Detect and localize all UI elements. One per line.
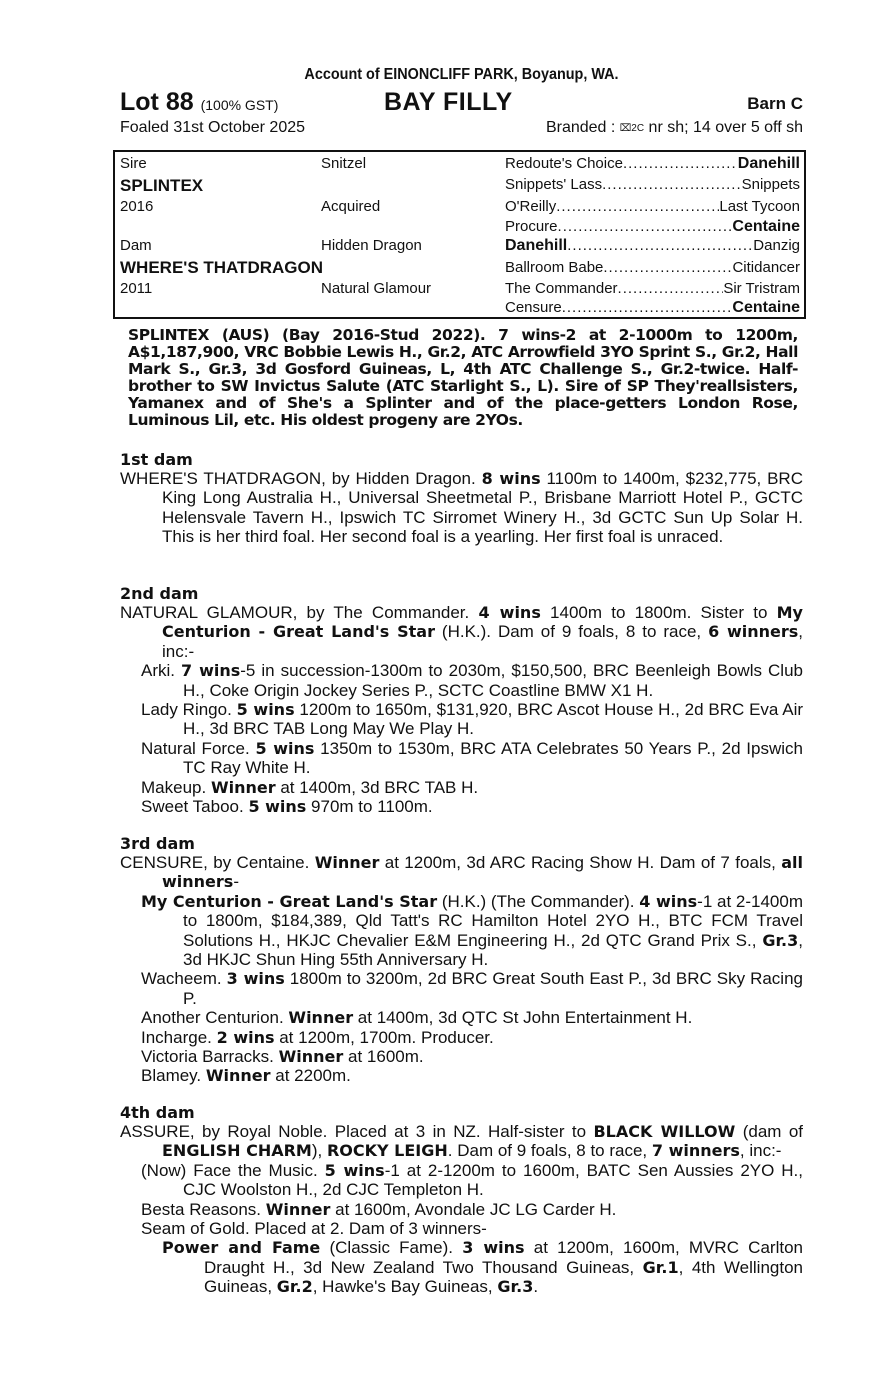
black-type-text: Gr.2 bbox=[276, 1277, 313, 1297]
black-type-text: 5 wins bbox=[324, 1160, 385, 1180]
entry-text: 1100m to 1400m, $232,775, BRC King Long Australia H., Universal Sheetmetal P., Brisbane Marriott Hotel P., GCTC Helensvale Tavern H., Ipswich TC Sirromet Winery H., 3d GCTC Sun Up Solar H. This is her third foal. Her second foal is a yearling. Her first foal is unraced. bbox=[162, 469, 803, 547]
progeny-entry bbox=[120, 1238, 803, 1296]
entry-text: at 1600m. bbox=[343, 1047, 424, 1067]
lot-line bbox=[120, 88, 803, 118]
pedigree-gen4-name: Danehill bbox=[737, 155, 800, 172]
dam-section-title: 2nd dam bbox=[120, 584, 199, 603]
pedigree-table bbox=[113, 150, 806, 319]
black-type-text: ROCKY LEIGH bbox=[326, 1141, 448, 1161]
sire-label: Sire bbox=[120, 155, 147, 172]
entry-text: , inc:- bbox=[739, 1141, 782, 1161]
entry-text: Victoria Barracks. bbox=[141, 1047, 279, 1067]
dam-label: Dam bbox=[120, 237, 152, 254]
entry-text: , Hawke's Bay Guineas, bbox=[312, 1277, 498, 1297]
entry-text: Another Centurion. bbox=[141, 1008, 289, 1028]
progeny-entry bbox=[120, 1066, 803, 1085]
entry-text: at 1200m, 1600m, MVRC Carlton Draught H., 3d New Zealand Two Thousand Guineas, bbox=[204, 1238, 803, 1277]
entry-text: (Now) Face the Music. bbox=[141, 1160, 325, 1180]
progeny-entry bbox=[120, 797, 803, 816]
barn-location: Barn C bbox=[747, 94, 803, 113]
pedigree-gen3-name: Procure bbox=[505, 218, 558, 235]
black-type-text: 4 wins bbox=[639, 891, 698, 911]
pedigree-gen3-row bbox=[505, 198, 800, 215]
black-type-text: Winner bbox=[210, 777, 276, 797]
entry-text: ASSURE, by Royal Noble. Placed at 3 in NZ. Half-sister to bbox=[120, 1122, 594, 1141]
vendor-account: Account of EINONCLIFF PARK, Boyanup, WA. bbox=[304, 66, 619, 83]
sire-year: 2016 bbox=[120, 198, 154, 215]
dam-section bbox=[120, 834, 803, 1086]
black-type-text: BLACK WILLOW bbox=[593, 1122, 736, 1141]
pedigree-gen4-name: Snippets bbox=[741, 176, 800, 193]
sire-summary: SPLINTEX (AUS) (Bay 2016-Stud 2022). 7 wins-2 at 2-1000m to 1200m, A$1,187,900, VRC Bobbie Lewis H., Gr.2, ATC Arrowfield 3YO Sprint S., Gr.2, Hall Mark S., Gr.3, 3d Gosford Guineas, L, 4th ATC Challenge S., Gr.2-twice. Half-brother to SW Invictus Salute (ATC Starlight S., L). Sire of SP They'reallsisters, Yamanex and of She's a Splinter and of the place-getters London Rose, Luminous Lil, etc. His oldest progeny are 2YOs. bbox=[128, 326, 798, 429]
black-type-text: Gr.3 bbox=[497, 1277, 534, 1297]
pedigree-gen3-row bbox=[505, 176, 800, 193]
black-type-text: ENGLISH CHARM bbox=[162, 1141, 312, 1161]
progeny-entry bbox=[120, 1200, 803, 1219]
progeny-entry bbox=[120, 1028, 803, 1047]
entry-text: Blamey. bbox=[141, 1066, 206, 1086]
sex-colour: BAY FILLY bbox=[384, 88, 513, 116]
entry-text: at 2200m. bbox=[270, 1066, 351, 1086]
pedigree-gen4-name: Centaine bbox=[732, 218, 800, 235]
pedigree-gen4-name: Citidancer bbox=[732, 259, 800, 276]
sire-sire: Snitzel bbox=[321, 155, 367, 172]
dam-section bbox=[120, 584, 803, 816]
pedigree-gen3-name: Censure bbox=[505, 299, 562, 316]
black-type-text: Winner bbox=[314, 853, 380, 872]
progeny-entry bbox=[120, 661, 803, 700]
dam-section bbox=[120, 1103, 803, 1297]
branded-label: Branded : bbox=[545, 119, 620, 136]
dot-leader bbox=[562, 299, 733, 317]
pedigree-gen3-row bbox=[505, 155, 800, 173]
entry-text: Arki. bbox=[141, 661, 182, 681]
gst-note: (100% GST) bbox=[200, 97, 279, 113]
dam-entry bbox=[120, 469, 803, 547]
entry-text: Natural Force. bbox=[141, 738, 256, 758]
branding bbox=[546, 119, 803, 137]
dam-name: WHERE'S THATDRAGON bbox=[120, 258, 323, 277]
black-type-text: Gr.1 bbox=[642, 1257, 679, 1277]
entry-text: . Dam of 9 foals, 8 to race, bbox=[447, 1141, 652, 1161]
entry-text: (Classic Fame). bbox=[320, 1238, 463, 1258]
pedigree-gen4-name: Danzig bbox=[753, 237, 800, 254]
progeny-entry bbox=[120, 1047, 803, 1066]
black-type-text: 5 wins bbox=[255, 738, 315, 758]
pedigree-gen3-name: O'Reilly bbox=[505, 198, 557, 215]
black-type-text: Gr.3 bbox=[762, 930, 799, 950]
black-type-text: 2 wins bbox=[216, 1027, 275, 1047]
dot-leader bbox=[623, 155, 738, 173]
entry-text: Besta Reasons. bbox=[141, 1199, 266, 1219]
black-type-text: 5 wins bbox=[248, 797, 307, 817]
entry-text: Makeup. bbox=[141, 777, 211, 797]
black-type-text: My Centurion - Great Land's Star bbox=[141, 891, 438, 911]
black-type-text: 3 wins bbox=[226, 969, 285, 989]
dot-leader bbox=[602, 176, 742, 193]
dam-dam: Natural Glamour bbox=[321, 280, 432, 297]
entry-text: 1800m to 3200m, 2d BRC Great South East P., 3d BRC Sky Racing P. bbox=[183, 969, 803, 1008]
entry-text: (H.K.). Dam of 9 foals, 8 to race, bbox=[434, 622, 709, 642]
pedigree-gen3-name: Ballroom Babe bbox=[505, 259, 604, 276]
pedigree-gen4-name: Centaine bbox=[732, 299, 800, 316]
dam-entry bbox=[120, 603, 803, 661]
dam-entry bbox=[120, 853, 803, 892]
entry-text: at 1400m, 3d QTC St John Entertainment H. bbox=[353, 1008, 693, 1028]
dot-leader bbox=[618, 280, 724, 297]
black-type-text: 6 winners bbox=[708, 622, 799, 642]
entry-text: -5 in succession-1300m to 2030m, $150,500, BRC Beenleigh Bowls Club H., Coke Origin Jockey Series P., SCTC Coastline BMW X1 H. bbox=[183, 661, 803, 700]
entry-text: -1 at 2-1400m to 1800m, $184,389, Qld Tatt's RC Hamilton Hotel 2YO H., BTC FCM Travel Solutions H., HKJC Chevalier E&M Engineering H., 2d QTC Grand Prix S., bbox=[183, 891, 803, 950]
entry-text: ), bbox=[311, 1141, 327, 1161]
dam-sire: Hidden Dragon bbox=[321, 237, 422, 254]
entry-text: 1400m to 1800m. Sister to bbox=[540, 603, 777, 622]
entry-text: 1200m to 1650m, $131,920, BRC Ascot House H., 2d BRC Eva Air H., 3d BRC TAB Long May We Play H. bbox=[183, 700, 804, 739]
dot-leader bbox=[603, 259, 732, 276]
entry-text: WHERE'S THATDRAGON, by Hidden Dragon. bbox=[120, 469, 482, 488]
black-type-text: Winner bbox=[288, 1008, 354, 1028]
black-type-text: Power and Fame bbox=[162, 1238, 321, 1258]
entry-text: 1350m to 1530m, BRC ATA Celebrates 50 Years P., 2d Ipswich TC Ray White H. bbox=[183, 738, 803, 778]
black-type-text: 3 wins bbox=[462, 1238, 525, 1258]
pedigree-gen3-row bbox=[505, 299, 800, 317]
pedigree-gen3-row bbox=[505, 218, 800, 236]
entry-text: 970m to 1100m. bbox=[306, 797, 433, 817]
pedigree-gen3-row bbox=[505, 280, 800, 297]
progeny-entry bbox=[120, 1161, 803, 1200]
entry-text: Lady Ringo. bbox=[141, 700, 237, 720]
dam-section-title: 1st dam bbox=[120, 450, 193, 469]
entry-text: Wacheem. bbox=[141, 969, 227, 989]
black-type-text: 7 winners bbox=[651, 1141, 740, 1161]
entry-text: Seam of Gold. Placed at 2. Dam of 3 winners- bbox=[141, 1219, 487, 1239]
entry-text: at 1400m, 3d BRC TAB H. bbox=[275, 777, 479, 797]
dam-entry bbox=[120, 1122, 803, 1161]
black-type-text: Winner bbox=[265, 1199, 331, 1219]
entry-text: . bbox=[533, 1277, 539, 1297]
sire-dam: Acquired bbox=[321, 198, 381, 215]
progeny-entry bbox=[120, 1219, 803, 1238]
progeny-entry bbox=[120, 778, 803, 797]
progeny-entry bbox=[120, 1008, 803, 1027]
black-type-text: Winner bbox=[205, 1066, 271, 1086]
dot-leader bbox=[567, 237, 753, 255]
black-type-text: 8 wins bbox=[481, 469, 541, 488]
pedigree-gen3-name: Redoute's Choice bbox=[505, 155, 623, 172]
entry-text: CENSURE, by Centaine. bbox=[120, 853, 315, 872]
black-type-text: My Centurion - Great Land's Star bbox=[162, 603, 803, 642]
black-type-text: 7 wins bbox=[181, 661, 241, 681]
pedigree-gen3-name: Snippets' Lass bbox=[505, 176, 603, 193]
pedigree-gen3-name: The Commander bbox=[505, 280, 618, 297]
entry-text: Sweet Taboo. bbox=[141, 797, 249, 817]
dam-section-title: 3rd dam bbox=[120, 834, 195, 853]
pedigree-gen3-name: Danehill bbox=[505, 237, 568, 254]
entry-text: - bbox=[233, 872, 239, 892]
black-type-text: all winners bbox=[162, 853, 803, 892]
pedigree-gen4-name: Last Tycoon bbox=[719, 198, 800, 215]
entry-text: , inc:- bbox=[162, 622, 804, 661]
progeny-entry bbox=[120, 700, 803, 739]
entry-text: Incharge. bbox=[141, 1027, 217, 1047]
dot-leader bbox=[556, 198, 719, 215]
lot-label: Lot 88 bbox=[120, 88, 194, 116]
entry-text: (dam of bbox=[735, 1122, 804, 1141]
progeny-entry bbox=[120, 739, 803, 778]
black-type-text: 5 wins bbox=[236, 700, 295, 720]
entry-text: NATURAL GLAMOUR, by The Commander. bbox=[120, 603, 479, 622]
entry-text: , 3d HKJC Shun Hing 55th Anniversary H. bbox=[183, 930, 803, 970]
pedigree-gen4-name: Sir Tristram bbox=[723, 280, 800, 297]
entry-text: , 4th Wellington Guineas, bbox=[204, 1257, 803, 1297]
progeny-entry bbox=[120, 892, 803, 970]
entry-text: at 1200m, 1700m. Producer. bbox=[274, 1027, 494, 1047]
lot-number bbox=[120, 88, 278, 117]
dot-leader bbox=[558, 218, 733, 236]
pedigree-gen3-row bbox=[505, 237, 800, 255]
entry-text: (H.K.) (The Commander). bbox=[437, 891, 640, 911]
pedigree-gen3-row bbox=[505, 259, 800, 276]
black-type-text: Winner bbox=[278, 1047, 344, 1067]
foaled-date: Foaled 31st October 2025 bbox=[120, 119, 306, 136]
entry-text: -1 at 2-1200m to 1600m, BATC Sen Aussies 2YO H., CJC Woolston H., 2d CJC Templeton H. bbox=[183, 1160, 804, 1200]
entry-text: at 1600m, Avondale JC LG Carder H. bbox=[330, 1199, 617, 1219]
branded-detail: nr sh; 14 over 5 off sh bbox=[644, 119, 803, 136]
brand-mark-icon: ⌧2C bbox=[619, 123, 645, 134]
sire-name: SPLINTEX bbox=[120, 176, 204, 195]
dam-section-title: 4th dam bbox=[120, 1103, 195, 1122]
foal-line bbox=[120, 119, 803, 137]
entry-text: at 1200m, 3d ARC Racing Show H. Dam of 7 foals, bbox=[379, 853, 782, 872]
dam-year: 2011 bbox=[120, 280, 153, 297]
dam-section bbox=[120, 450, 803, 547]
black-type-text: 4 wins bbox=[478, 603, 541, 622]
progeny-entry bbox=[120, 969, 803, 1008]
